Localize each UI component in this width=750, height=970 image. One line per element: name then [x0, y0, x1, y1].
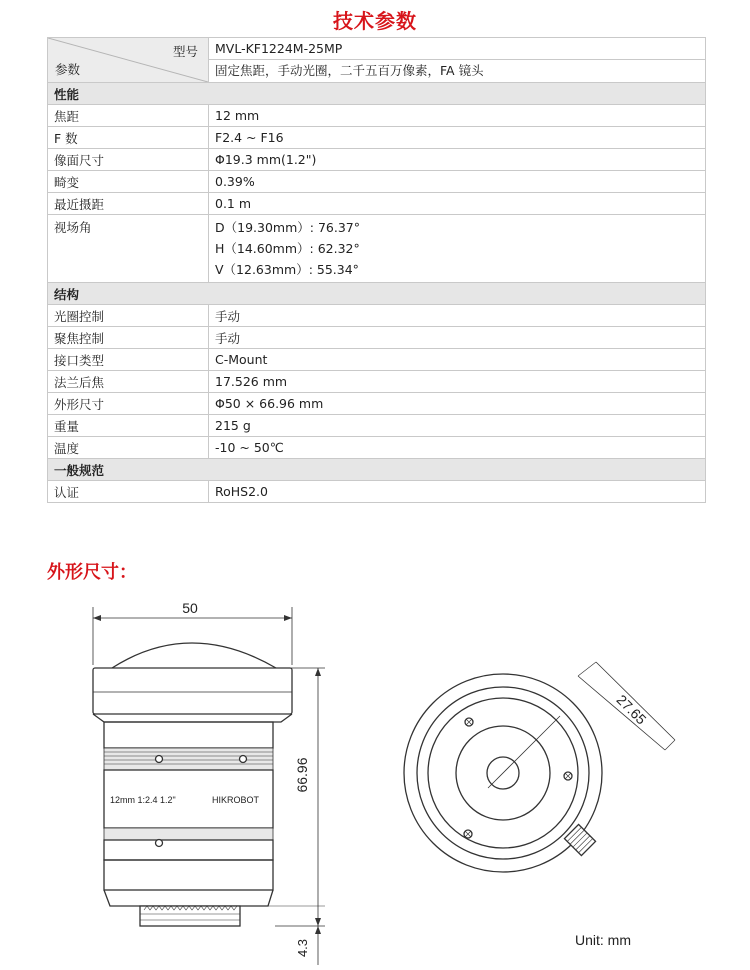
param-value-line: C-Mount — [215, 352, 268, 367]
param-label: 法兰后焦 — [48, 371, 209, 393]
header-param-label: 参数 — [55, 62, 81, 77]
table-row — [48, 437, 706, 459]
param-value-line: 手动 — [215, 308, 241, 324]
header-model-label: 型号 — [172, 44, 198, 59]
table-row — [48, 481, 706, 503]
param-value-line: H（14.60mm）: 62.32° — [215, 241, 360, 256]
param-value-line: 0.1 m — [215, 196, 252, 211]
param-label: 焦距 — [48, 105, 209, 127]
param-value — [209, 393, 706, 415]
param-value — [209, 127, 706, 149]
param-label: 畸变 — [48, 171, 209, 193]
lens-marking-spec: 12mm 1:2.4 1.2" — [110, 795, 176, 805]
description-value: 固定焦距，手动光圈，二千五百万像素，FA 镜头 — [215, 63, 484, 78]
spec-table — [47, 37, 706, 503]
param-value-line: 12 mm — [215, 108, 260, 123]
table-row — [48, 105, 706, 127]
dim-width-label: 50 — [182, 600, 198, 616]
param-value — [209, 171, 706, 193]
table-row — [48, 215, 706, 283]
lens-marking-brand: HIKROBOT — [212, 795, 260, 805]
param-label: 光圈控制 — [48, 305, 209, 327]
table-header-row — [48, 38, 706, 83]
section-row — [48, 83, 706, 105]
param-value — [209, 349, 706, 371]
table-row — [48, 149, 706, 171]
header-corner-cell — [48, 38, 209, 83]
section-title: 性能 — [48, 83, 706, 105]
param-value — [209, 481, 706, 503]
header-value-cell — [209, 38, 706, 83]
dim-length-label: 66.96 — [294, 757, 310, 793]
model-value: MVL-KF1224M-25MP — [209, 38, 705, 60]
param-value-line: D（19.30mm）: 76.37° — [215, 220, 360, 235]
param-value-line: 0.39% — [215, 174, 255, 189]
param-label: F 数 — [48, 127, 209, 149]
dim-diagonal-label: 27.65 — [613, 691, 650, 728]
param-label: 视场角 — [48, 215, 209, 283]
table-row — [48, 193, 706, 215]
section-row — [48, 459, 706, 481]
param-label: 最近摄距 — [48, 193, 209, 215]
lens-side-view — [93, 607, 325, 965]
param-value-line: F2.4 ~ F16 — [215, 130, 284, 145]
param-label: 温度 — [48, 437, 209, 459]
table-row — [48, 371, 706, 393]
param-label: 接口类型 — [48, 349, 209, 371]
param-label: 认证 — [48, 481, 209, 503]
section-title: 结构 — [48, 283, 706, 305]
param-value — [209, 193, 706, 215]
section-row — [48, 283, 706, 305]
dimensions-title: 外形尺寸： — [47, 562, 137, 583]
param-value — [209, 149, 706, 171]
param-value — [209, 327, 706, 349]
param-value — [209, 305, 706, 327]
param-label: 外形尺寸 — [48, 393, 209, 415]
param-value — [209, 105, 706, 127]
param-value-line: Φ19.3 mm(1.2") — [215, 152, 317, 167]
param-value — [209, 415, 706, 437]
param-value-line: V（12.63mm）: 55.34° — [215, 262, 359, 277]
table-row — [48, 327, 706, 349]
param-value-line: RoHS2.0 — [215, 484, 268, 499]
param-value-line: 17.526 mm — [215, 374, 288, 389]
table-row — [48, 415, 706, 437]
page-title: 技术参数 — [333, 9, 417, 33]
param-value — [209, 371, 706, 393]
lens-drawing — [0, 590, 750, 970]
section-title: 一般规范 — [48, 459, 706, 481]
table-row — [48, 127, 706, 149]
unit-label: Unit: mm — [575, 932, 631, 948]
param-value-line: -10 ~ 50℃ — [215, 440, 284, 455]
param-value — [209, 215, 706, 283]
dim-thread-label: 4.3 — [295, 938, 310, 958]
param-label: 聚焦控制 — [48, 327, 209, 349]
param-value-line: Φ50 × 66.96 mm — [215, 396, 324, 411]
table-row — [48, 349, 706, 371]
param-value-line: 215 g — [215, 418, 251, 433]
table-row — [48, 305, 706, 327]
param-label: 重量 — [48, 415, 209, 437]
param-label: 像面尺寸 — [48, 149, 209, 171]
param-value — [209, 437, 706, 459]
table-row — [48, 393, 706, 415]
lens-front-view — [404, 662, 675, 872]
param-value-line: 手动 — [215, 330, 241, 346]
table-row — [48, 171, 706, 193]
